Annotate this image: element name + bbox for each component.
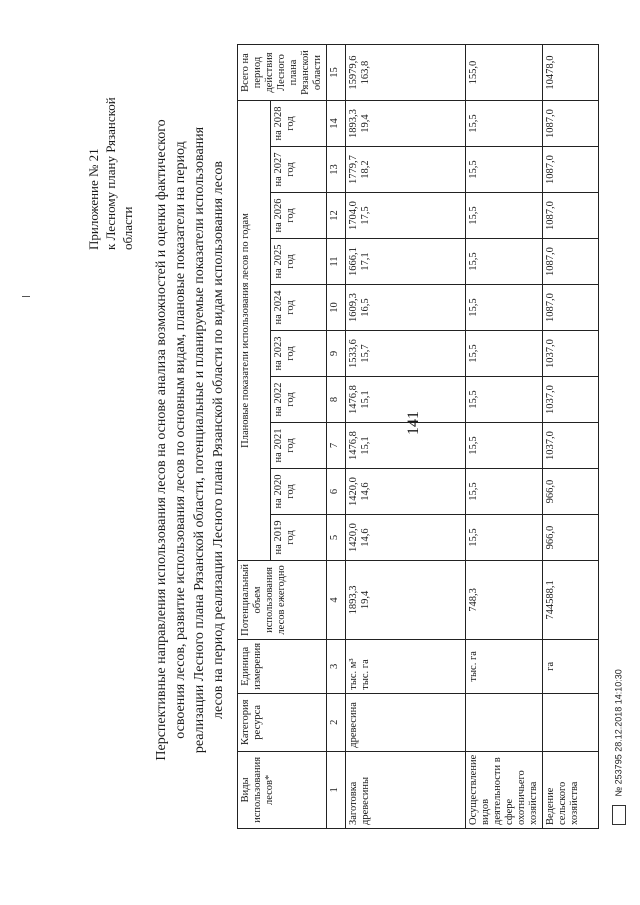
row-category: древесина xyxy=(346,693,466,751)
column-index: 6 xyxy=(327,469,346,515)
year-cell: 15,5 xyxy=(466,239,543,285)
header-year: на 2019 год xyxy=(270,515,326,561)
stamp-text: № 253795 28.12.2018 14:10:30 xyxy=(613,669,624,797)
year-cell xyxy=(346,515,466,561)
year-cell: 1087,0 xyxy=(543,239,599,285)
year-cell: 15,5 xyxy=(466,515,543,561)
year-cell: 15,5 xyxy=(466,101,543,147)
table-row xyxy=(466,45,543,829)
row-unit: га xyxy=(543,639,599,693)
value-area: 19,4 xyxy=(360,114,371,133)
column-index: 7 xyxy=(327,423,346,469)
year-cell xyxy=(346,147,466,193)
header-category: Категория ресурса xyxy=(238,693,327,751)
year-cell: 1037,0 xyxy=(543,377,599,423)
row-total xyxy=(346,45,466,101)
column-index: 9 xyxy=(327,331,346,377)
row-total: 155,0 xyxy=(466,45,543,101)
header-year: на 2024 год xyxy=(270,285,326,331)
appendix-line: к Лесному плану Рязанской xyxy=(103,97,118,250)
row-potential: 748,3 xyxy=(466,561,543,640)
appendix-line: области xyxy=(120,206,135,250)
header-year: на 2028 год xyxy=(270,101,326,147)
row-category xyxy=(466,693,543,751)
year-cell xyxy=(346,101,466,147)
unit-area: тыс. га xyxy=(360,659,371,690)
value-volume: 1420,0 xyxy=(348,523,359,552)
value-volume: 1609,3 xyxy=(348,293,359,322)
year-cell xyxy=(346,377,466,423)
appendix-line: Приложение № 21 xyxy=(86,148,101,250)
column-index: 13 xyxy=(327,147,346,193)
column-index: 5 xyxy=(327,515,346,561)
value-volume: 1666,1 xyxy=(348,247,359,276)
header-year: на 2026 год xyxy=(270,193,326,239)
year-cell: 1087,0 xyxy=(543,101,599,147)
header-potential: Потенциальный объем использования лесов ежегодно xyxy=(238,561,327,640)
value-volume: 1893,3 xyxy=(348,585,359,615)
row-category xyxy=(543,693,599,751)
year-cell: 1037,0 xyxy=(543,331,599,377)
header-total: Всего на период действия Лесного плана Рязанской области xyxy=(238,45,327,101)
page-number: 141 xyxy=(405,411,422,435)
column-index: 11 xyxy=(327,239,346,285)
year-cell: 15,5 xyxy=(466,147,543,193)
value-volume: 1704,0 xyxy=(348,201,359,230)
row-total: 10478,0 xyxy=(543,45,599,101)
table-header-row xyxy=(238,45,271,829)
year-cell: 1087,0 xyxy=(543,147,599,193)
appendix-header xyxy=(85,97,136,250)
registry-logo-icon xyxy=(612,805,626,825)
header-year: на 2021 год xyxy=(270,423,326,469)
row-type: Заготовка древесины xyxy=(346,751,466,828)
column-index: 14 xyxy=(327,101,346,147)
value-area: 17,5 xyxy=(360,206,371,225)
year-cell: 1087,0 xyxy=(543,193,599,239)
value-volume: 1779,7 xyxy=(348,155,359,184)
header-year: на 2023 год xyxy=(270,331,326,377)
table-row xyxy=(346,45,466,829)
value-area: 15,1 xyxy=(360,390,371,409)
year-cell: 966,0 xyxy=(543,515,599,561)
document-title: Перспективные направления использования лесов на основе анализа возможностей и оценки фактического освоения лесов, развитие использования лесов по основным видам, плановые показатели на период реализации Лесного плана Рязанской области, потенциальные и планируемые показатели использования лесов на период реализации Лесного плана Рязанской области по видам использования лесов xyxy=(154,119,226,761)
row-unit: тыс. га xyxy=(466,639,543,693)
year-cell xyxy=(346,423,466,469)
header-planned: Плановые показатели использования лесов по годам xyxy=(238,101,271,561)
value-area: 18,2 xyxy=(360,160,371,179)
value-volume: 1420,0 xyxy=(348,477,359,506)
table-row xyxy=(543,45,599,829)
value-area: 17,1 xyxy=(360,252,371,271)
header-unit: Единица измерения xyxy=(238,639,327,693)
unit-volume: тыс. м³ xyxy=(348,658,359,690)
value-volume: 15979,6 xyxy=(348,55,359,90)
column-index: 3 xyxy=(327,639,346,693)
row-potential xyxy=(346,561,466,640)
value-area: 163,8 xyxy=(360,60,371,85)
margin-mark xyxy=(22,296,30,297)
header-year: на 2025 год xyxy=(270,239,326,285)
year-cell: 15,5 xyxy=(466,469,543,515)
column-index: 8 xyxy=(327,377,346,423)
year-cell xyxy=(346,331,466,377)
year-cell: 966,0 xyxy=(543,469,599,515)
value-area: 16,5 xyxy=(360,298,371,317)
year-cell xyxy=(346,285,466,331)
row-type: Ведение сельского хозяйства xyxy=(543,751,599,828)
column-index: 1 xyxy=(327,751,346,828)
value-area: 15,7 xyxy=(360,344,371,363)
value-volume: 1893,3 xyxy=(348,109,359,138)
year-cell xyxy=(346,239,466,285)
row-unit xyxy=(346,639,466,693)
year-cell: 1037,0 xyxy=(543,423,599,469)
value-volume: 1476,8 xyxy=(348,385,359,414)
row-type: Осуществление видов деятельности в сфере охотничьего хозяйства xyxy=(466,751,543,828)
column-index-row xyxy=(327,45,346,829)
value-area: 14,6 xyxy=(360,482,371,501)
year-cell xyxy=(346,469,466,515)
column-index: 12 xyxy=(327,193,346,239)
header-types: Виды использования лесов* xyxy=(238,751,327,828)
year-cell: 15,5 xyxy=(466,193,543,239)
header-year: на 2027 год xyxy=(270,147,326,193)
column-index: 10 xyxy=(327,285,346,331)
value-volume: 1533,6 xyxy=(348,339,359,368)
year-cell: 1087,0 xyxy=(543,285,599,331)
year-cell: 15,5 xyxy=(466,285,543,331)
column-index: 2 xyxy=(327,693,346,751)
row-potential: 744588,1 xyxy=(543,561,599,640)
year-cell: 15,5 xyxy=(466,423,543,469)
year-cell xyxy=(346,193,466,239)
header-year: на 2020 год xyxy=(270,469,326,515)
year-cell: 15,5 xyxy=(466,331,543,377)
forest-use-table xyxy=(237,44,599,829)
value-area: 15,1 xyxy=(360,436,371,455)
value-area: 14,6 xyxy=(360,528,371,547)
footer-stamp xyxy=(612,669,626,825)
column-index: 4 xyxy=(327,561,346,640)
year-cell: 15,5 xyxy=(466,377,543,423)
header-year: на 2022 год xyxy=(270,377,326,423)
column-index: 15 xyxy=(327,45,346,101)
value-area: 19,4 xyxy=(360,590,371,610)
value-volume: 1476,8 xyxy=(348,431,359,460)
